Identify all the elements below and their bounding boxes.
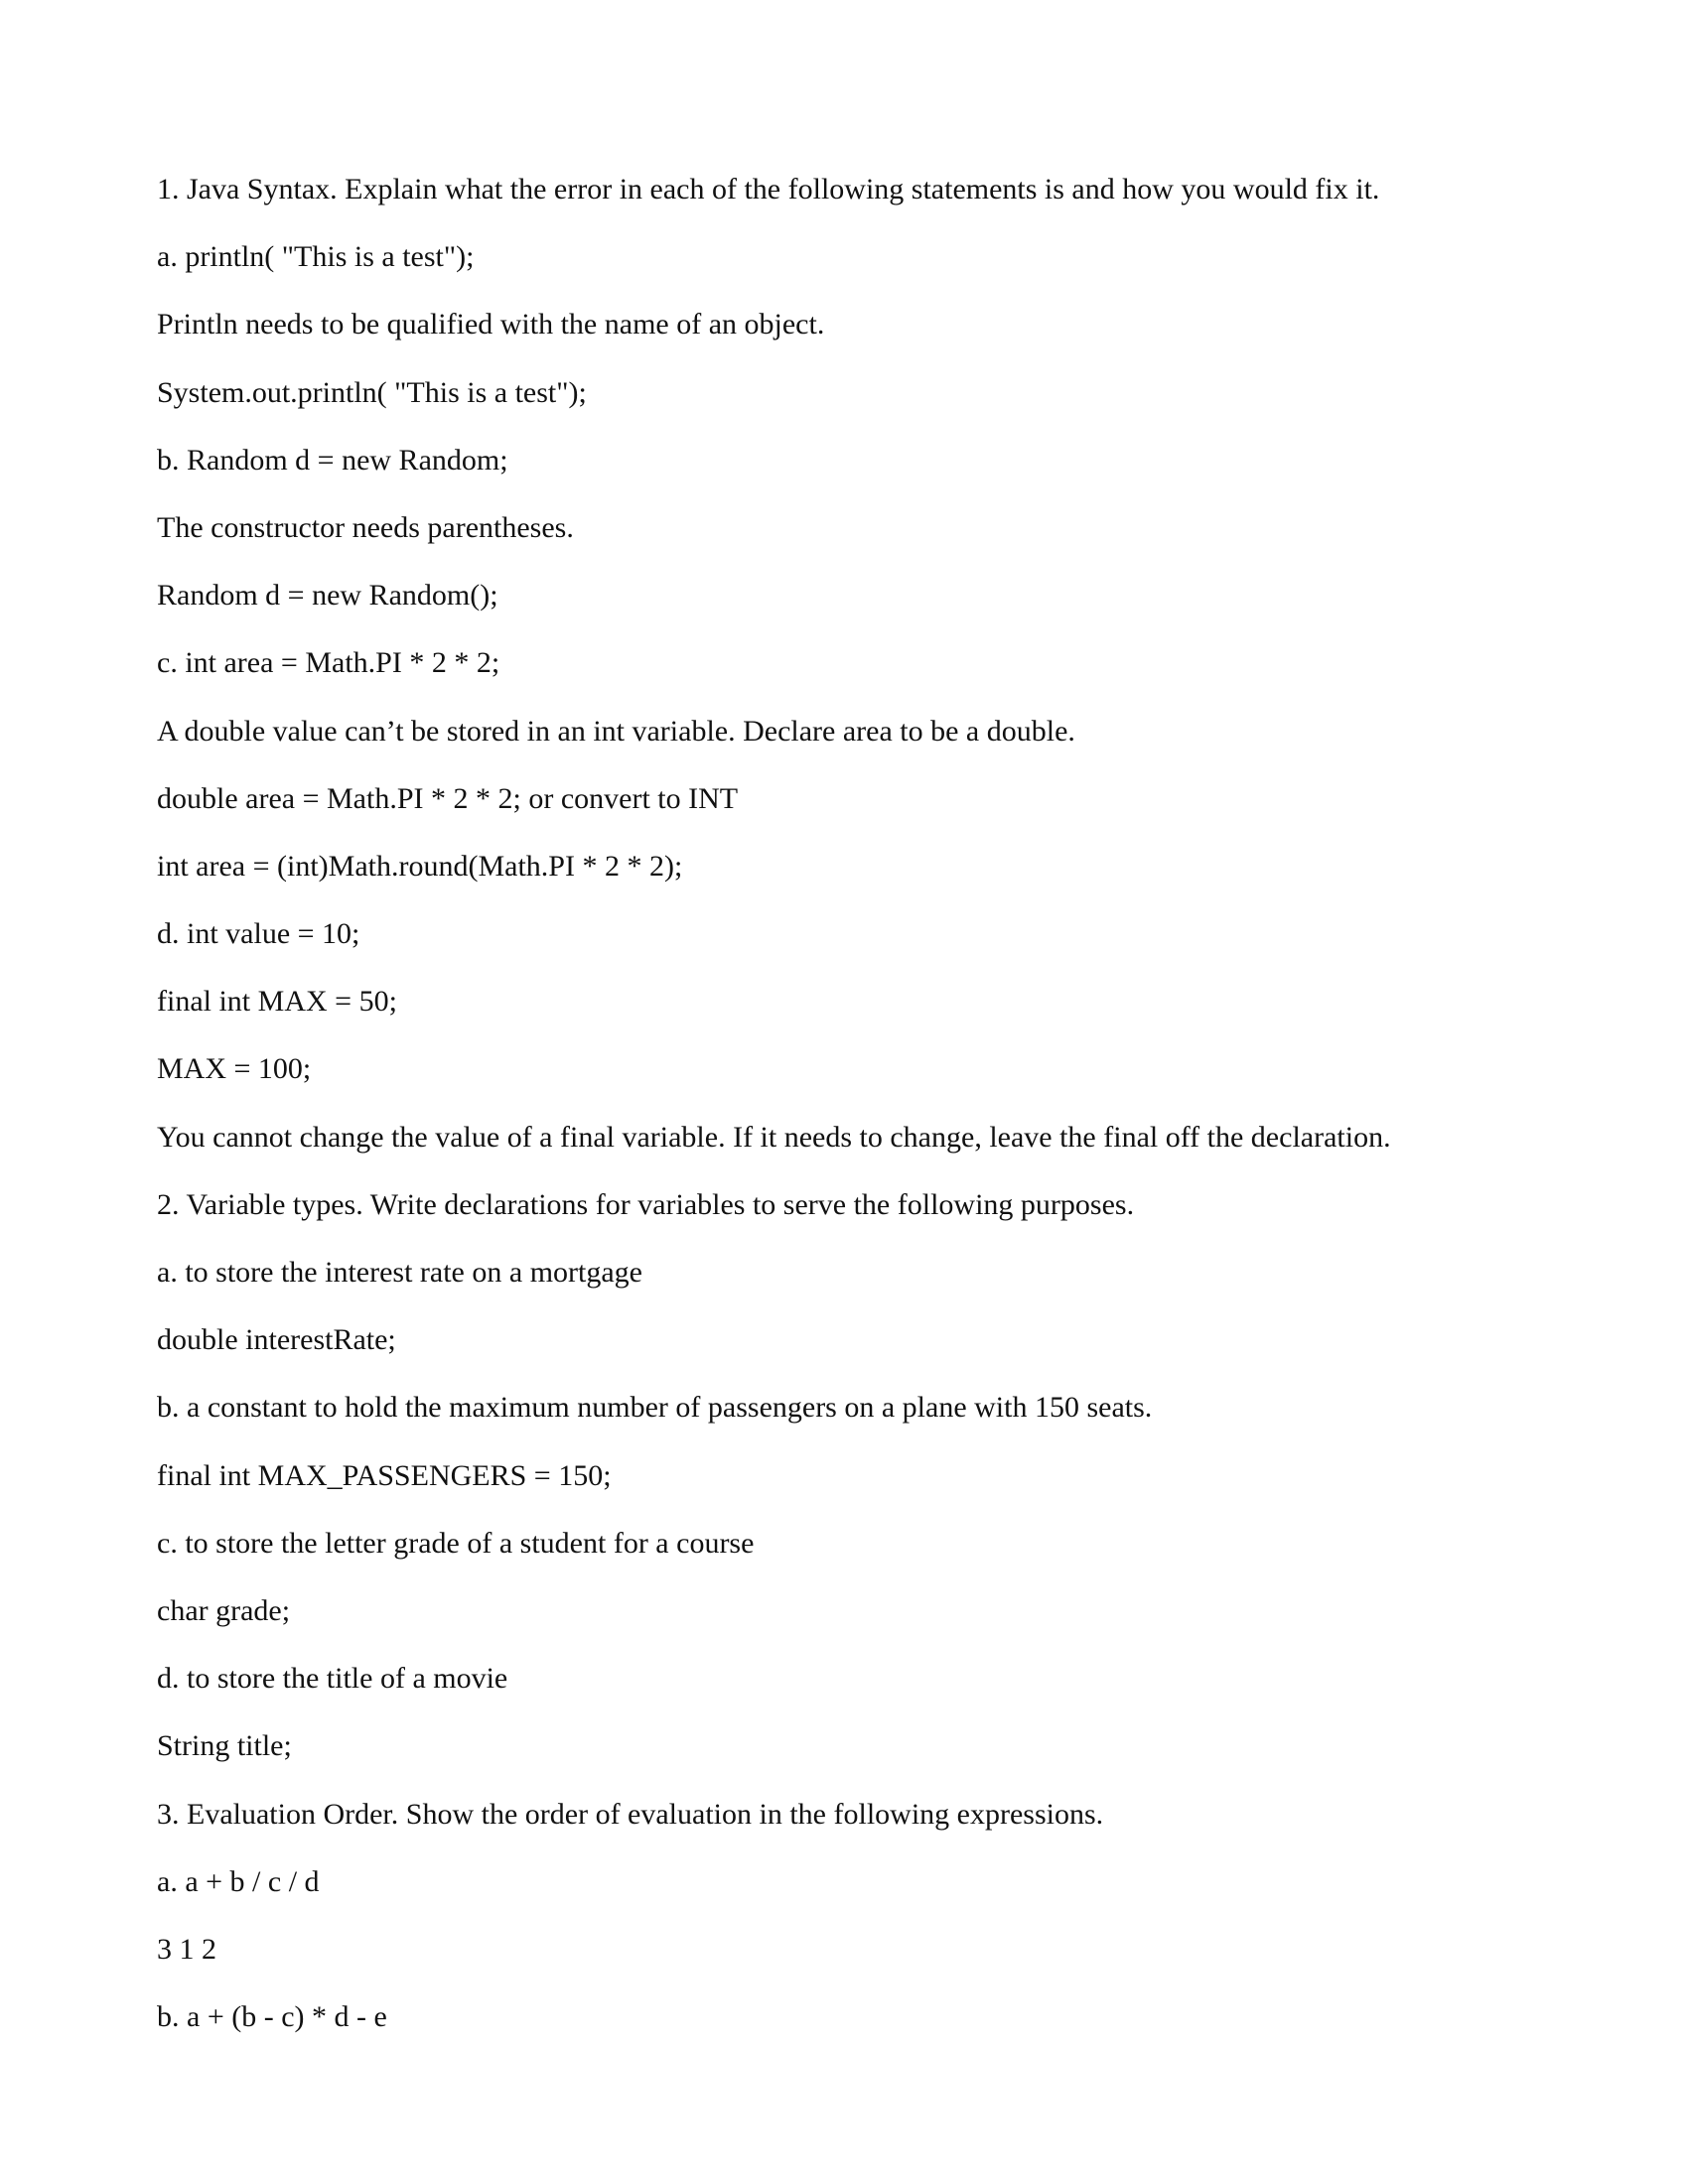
answer-2c: char grade; xyxy=(157,1593,291,1627)
question-2a: a. to store the interest rate on a mortgage xyxy=(157,1256,642,1289)
question-1d-code-final: final int MAX = 50; xyxy=(157,985,397,1019)
answer-3a: 3 1 2 xyxy=(157,1932,216,1966)
answer-1c-fix-double: double area = Math.PI * 2 * 2; or convert to INT xyxy=(157,781,739,815)
question-2c: c. to store the letter grade of a student for a course xyxy=(157,1526,755,1560)
section-heading-variable-types: 2. Variable types. Write declarations for variables to serve the following purposes. xyxy=(157,1187,1135,1221)
answer-1c-fix-int: int area = (int)Math.round(Math.PI * 2 * 2); xyxy=(157,849,683,883)
question-1c: c. int area = Math.PI * 2 * 2; xyxy=(157,646,500,680)
answer-1a-fix: System.out.println( "This is a test"); xyxy=(157,375,587,409)
answer-2b: final int MAX_PASSENGERS = 150; xyxy=(157,1458,612,1492)
document-content xyxy=(157,156,1547,2051)
question-3a: a. a + b / c / d xyxy=(157,1864,320,1898)
question-1d-code-assign: MAX = 100; xyxy=(157,1052,312,1086)
answer-1b-fix: Random d = new Random(); xyxy=(157,579,498,613)
answer-1c-explanation: A double value can’t be stored in an int variable. Declare area to be a double. xyxy=(157,714,1075,748)
question-1d: d. int value = 10; xyxy=(157,917,360,951)
question-2d: d. to store the title of a movie xyxy=(157,1662,508,1696)
answer-1a-explanation: Println needs to be qualified with the name of an object. xyxy=(157,308,825,341)
answer-1b-explanation: The constructor needs parentheses. xyxy=(157,510,574,544)
question-1b: b. Random d = new Random; xyxy=(157,443,508,477)
answer-2d: String title; xyxy=(157,1729,292,1763)
question-2b: b. a constant to hold the maximum number of passengers on a plane with 150 seats. xyxy=(157,1391,1153,1425)
question-1a: a. println( "This is a test"); xyxy=(157,240,475,274)
answer-2a: double interestRate; xyxy=(157,1323,396,1357)
section-heading-java-syntax: 1. Java Syntax. Explain what the error in each of the following statements is and how you would fix it. xyxy=(157,173,1380,205)
answer-1d-explanation: You cannot change the value of a final variable. If it needs to change, leave the final off the declaration. xyxy=(157,1120,1391,1154)
section-heading-evaluation-order: 3. Evaluation Order. Show the order of evaluation in the following expressions. xyxy=(157,1797,1104,1831)
question-3b: b. a + (b - c) * d - e xyxy=(157,2000,387,2034)
